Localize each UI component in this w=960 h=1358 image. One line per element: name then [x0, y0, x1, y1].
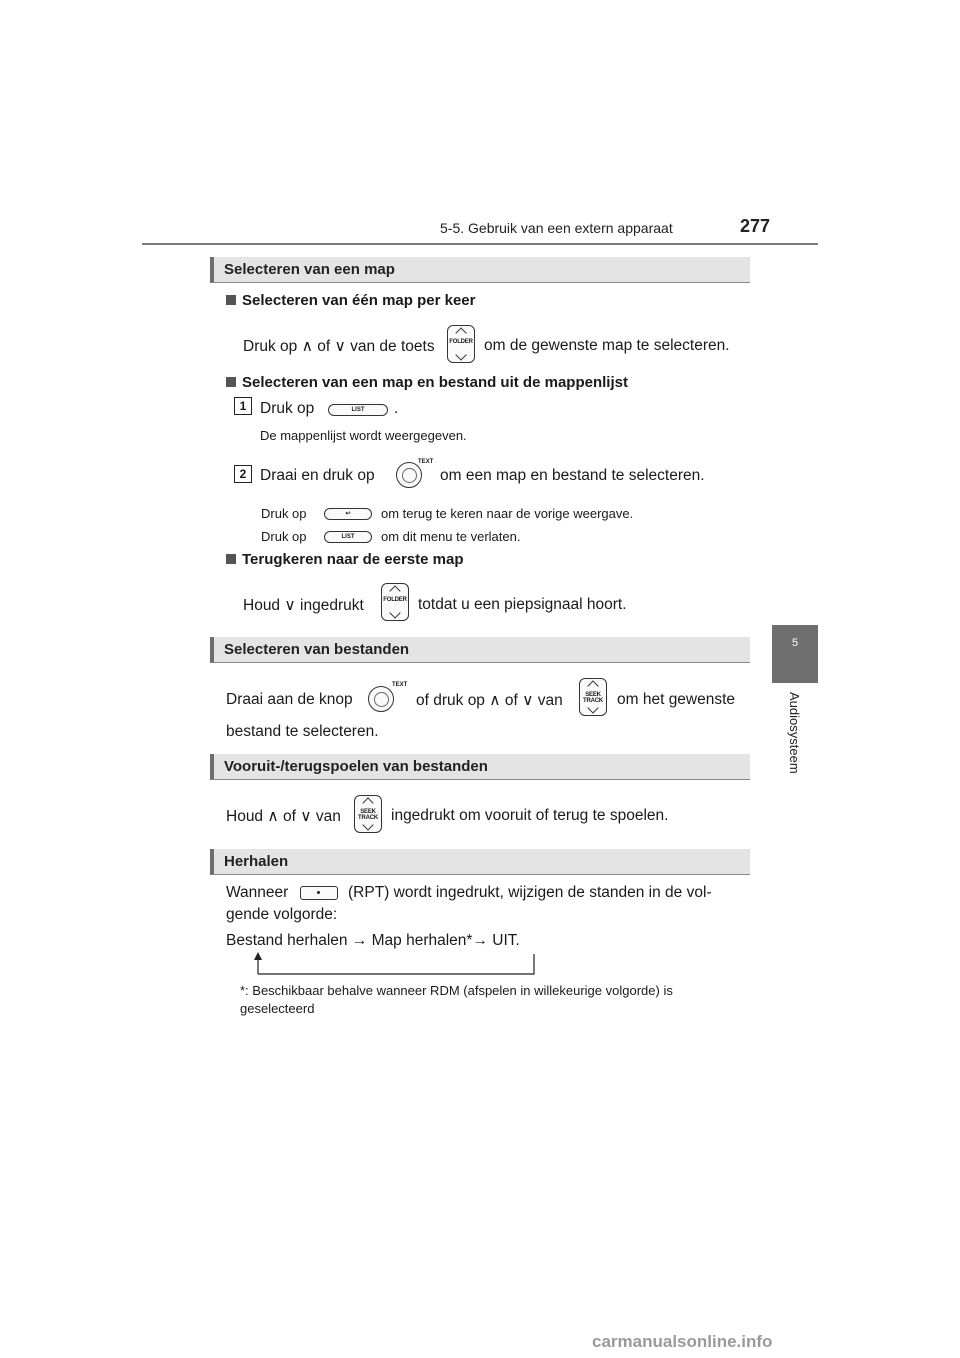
- text-one-folder-a: Druk op ∧ of ∨ van de toets: [243, 338, 435, 355]
- list-button-icon: LIST: [328, 404, 388, 416]
- text-seek-b: ingedrukt om vooruit of terug te spoelen.: [391, 807, 669, 824]
- watermark: carmanualsonline.info: [592, 1332, 773, 1351]
- step-1-text-b: .: [394, 400, 399, 417]
- text-knob-label: TEXT: [418, 459, 434, 465]
- note-exit-a: Druk op: [261, 529, 307, 544]
- step-2-text-a: Draai en druk op: [260, 467, 375, 484]
- folder-button-icon-2: FOLDER: [381, 583, 409, 621]
- text-knob-label-2: TEXT: [392, 682, 408, 688]
- subheading-first-folder: Terugkeren naar de eerste map: [226, 551, 463, 568]
- text-seek-a: Houd ∧ of ∨ van: [226, 808, 341, 825]
- step-1-text-a: Druk op: [260, 400, 315, 417]
- note-back-b: om terug te keren naar de vorige weergave.: [381, 506, 634, 521]
- text-repeat-c: gende volgorde:: [226, 906, 338, 923]
- text-files-a: Draai aan de knop: [226, 691, 353, 708]
- section-header-repeat: Herhalen: [210, 849, 750, 875]
- text-files-d: bestand te selecteren.: [226, 723, 379, 740]
- repeat-sequence: Bestand herhalen → Map herhalen*→ UIT.: [226, 932, 520, 949]
- step-1-note: De mappenlijst wordt weergegeven.: [260, 428, 467, 443]
- note-back-a: Druk op: [261, 506, 307, 521]
- list-button-icon-2: LIST: [324, 531, 372, 543]
- subheading-one-folder: Selecteren van één map per keer: [226, 292, 475, 309]
- text-first-folder-b: totdat u een piepsignaal hoort.: [418, 596, 627, 613]
- text-knob-icon-2: [368, 686, 394, 712]
- step-2-badge: 2: [234, 465, 252, 483]
- rpt-button-icon: [300, 886, 338, 900]
- text-knob-icon: [396, 462, 422, 488]
- chapter-label: Audiosysteem: [787, 692, 802, 774]
- seek-track-button-icon-2: SEEK TRACK: [354, 795, 382, 833]
- section-header-seek: Vooruit-/terugspoelen van bestanden: [210, 754, 750, 780]
- folder-button-icon: FOLDER: [447, 325, 475, 363]
- text-files-c: om het gewenste: [617, 691, 736, 708]
- subheading-folder-list: Selecteren van een map en bestand uit de mappenlijst: [226, 374, 628, 391]
- footnote: *: Beschikbaar behalve wanneer RDM (afspelen in willekeurige volgorde) is geselecteerd: [240, 983, 673, 1016]
- text-repeat-a: Wanneer: [226, 884, 289, 901]
- chapter-tab: 5: [772, 625, 818, 683]
- text-files-b: of druk op ∧ of ∨ van: [416, 692, 563, 709]
- text-one-folder-b: om de gewenste map te selecteren.: [484, 337, 730, 354]
- page-number: 277: [740, 216, 771, 236]
- loop-arrow-icon: [248, 950, 540, 976]
- section-header-files: Selecteren van bestanden: [210, 637, 750, 663]
- header-rule: [142, 243, 818, 245]
- back-button-icon: ↩: [324, 508, 372, 520]
- seek-track-button-icon: SEEK TRACK: [579, 678, 607, 716]
- running-header: 5-5. Gebruik van een extern apparaat: [440, 220, 673, 236]
- step-2-text-b: om een map en bestand te selecteren.: [440, 467, 705, 484]
- text-repeat-b: (RPT) wordt ingedrukt, wijzigen de standen in de vol-: [348, 884, 712, 901]
- text-first-folder-a: Houd ∨ ingedrukt: [243, 597, 364, 614]
- section-header-map: Selecteren van een map: [210, 257, 750, 283]
- note-exit-b: om dit menu te verlaten.: [381, 529, 521, 544]
- step-1-badge: 1: [234, 397, 252, 415]
